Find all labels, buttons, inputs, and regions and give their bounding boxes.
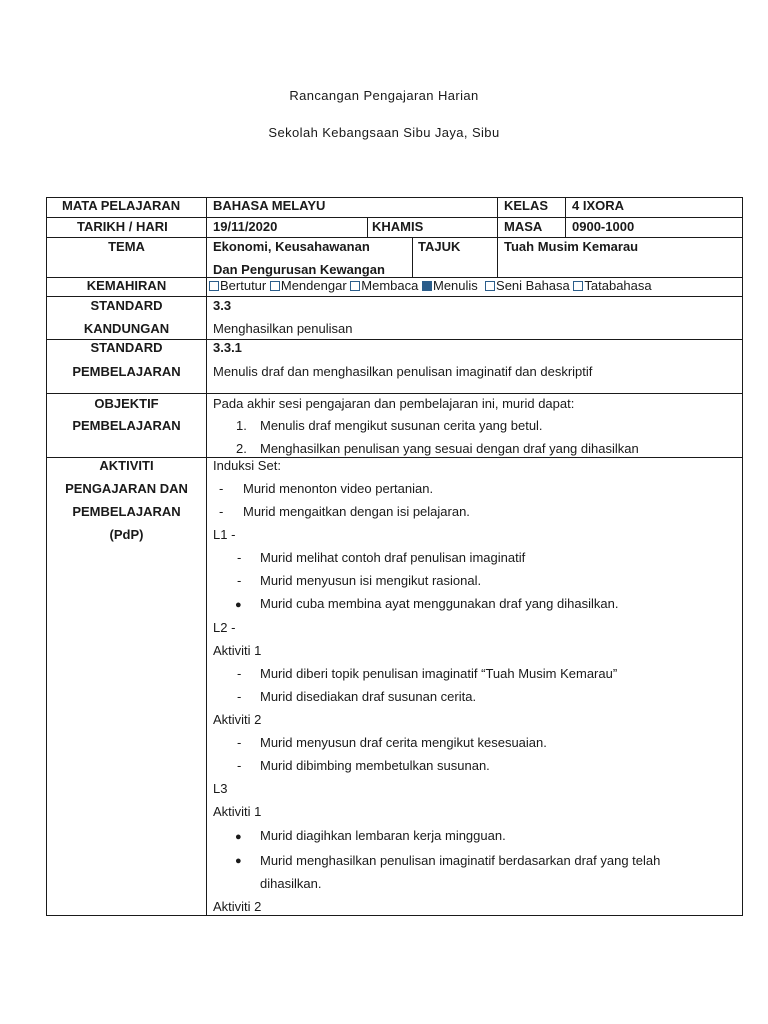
bullet-icon: ●	[235, 855, 242, 867]
activity-item: Murid mengaitkan dengan isi pelajaran.	[243, 504, 470, 519]
dash-marker: -	[237, 689, 242, 704]
label-theme: TEMA	[108, 239, 145, 254]
dash-marker: -	[237, 666, 242, 681]
checkbox-icon	[573, 281, 583, 291]
objective-item: Menulis draf mengikut susunan cerita yang betul.	[260, 418, 543, 433]
bullet-icon: ●	[235, 831, 242, 843]
label-subject: MATA PELAJARAN	[62, 198, 181, 213]
dash-marker: -	[237, 573, 242, 588]
skill-membaca[interactable]: Membaca	[350, 278, 418, 293]
activity-item: Murid cuba membina ayat menggunakan draf yang dihasilkan.	[260, 596, 619, 611]
activity-item: Murid menyusun isi mengikut rasional.	[260, 573, 482, 588]
std-learning-text: Menulis draf dan menghasilkan penulisan imaginatif dan deskriptif	[213, 364, 593, 379]
activity-item: Murid diberi topik penulisan imaginatif “Tuah Musim Kemarau”	[260, 666, 618, 681]
activity-item: Murid diagihkan lembaran kerja mingguan.	[260, 828, 506, 843]
std-learning-code: 3.3.1	[213, 340, 242, 355]
label-std-content-1: STANDARD	[90, 298, 163, 313]
label-date-day: TARIKH / HARI	[77, 219, 168, 234]
activity-item: Murid disediakan draf susunan cerita.	[260, 689, 477, 704]
label-std-learning-1: STANDARD	[90, 340, 163, 355]
activity-heading: Aktiviti 1	[213, 643, 262, 658]
value-time: 0900-1000	[572, 219, 635, 234]
document-title: Rancangan Pengajaran Harian	[289, 88, 479, 103]
label-objective-2: PEMBELAJARAN	[72, 418, 181, 433]
checkbox-checked-icon	[422, 281, 432, 291]
dash-marker: -	[219, 481, 224, 496]
skills-checkbox-group	[209, 278, 652, 294]
checkbox-icon	[350, 281, 360, 291]
value-topic: Tuah Musim Kemarau	[504, 239, 639, 254]
dash-marker: -	[219, 504, 224, 519]
checkbox-icon	[270, 281, 280, 291]
objective-item: Menghasilkan penulisan yang sesuai dengan draf yang dihasilkan	[260, 441, 639, 456]
std-content-text: Menghasilkan penulisan	[213, 321, 353, 336]
skill-mendengar[interactable]: Mendengar	[270, 278, 347, 293]
activity-item: Murid menyusun draf cerita mengikut kesesuaian.	[260, 735, 547, 750]
activity-heading: Aktiviti 1	[213, 804, 262, 819]
level-l2-heading: L2 -	[213, 620, 236, 635]
objective-number: 1.	[236, 418, 247, 433]
activity-item: Murid menghasilkan penulisan imaginatif berdasarkan draf yang telah	[260, 853, 661, 868]
label-skills: KEMAHIRAN	[86, 278, 167, 293]
activity-item: Murid melihat contoh draf penulisan imaginatif	[260, 550, 526, 565]
school-name: Sekolah Kebangsaan Sibu Jaya, Sibu	[268, 125, 500, 140]
label-std-learning-2: PEMBELAJARAN	[72, 364, 181, 379]
objective-number: 2.	[236, 441, 247, 456]
level-l3-heading: L3	[213, 781, 228, 796]
label-time: MASA	[504, 219, 543, 234]
objective-intro: Pada akhir sesi pengajaran dan pembelajaran ini, murid dapat:	[213, 396, 575, 411]
activity-heading: Aktiviti 2	[213, 712, 262, 727]
label-class: KELAS	[504, 198, 549, 213]
induction-heading: Induksi Set:	[213, 458, 281, 473]
activity-item: Murid dibimbing membetulkan susunan.	[260, 758, 490, 773]
value-theme-line2: Dan Pengurusan Kewangan	[213, 262, 385, 277]
activity-heading: Aktiviti 2	[213, 899, 262, 914]
value-day: KHAMIS	[372, 219, 424, 234]
label-activity-3: PEMBELAJARAN	[72, 504, 181, 519]
label-std-content-2: KANDUNGAN	[83, 321, 170, 336]
value-class: 4 IXORA	[572, 198, 625, 213]
dash-marker: -	[237, 735, 242, 750]
label-objective-1: OBJEKTIF	[94, 396, 159, 411]
skill-seni-bahasa[interactable]: Seni Bahasa	[481, 278, 569, 293]
bullet-icon: ●	[235, 599, 242, 611]
skill-tatabahasa[interactable]: Tatabahasa	[573, 278, 651, 293]
dash-marker: -	[237, 758, 242, 773]
label-activity-1: AKTIVITI	[99, 458, 154, 473]
checkbox-icon	[485, 281, 495, 291]
value-theme-line1: Ekonomi, Keusahawanan	[213, 239, 370, 254]
label-activity-4: (PdP)	[109, 527, 144, 542]
dash-marker: -	[237, 550, 242, 565]
activity-item-continued: dihasilkan.	[260, 876, 322, 891]
std-content-code: 3.3	[213, 298, 232, 313]
activity-item: Murid menonton video pertanian.	[243, 481, 434, 496]
label-topic: TAJUK	[418, 239, 461, 254]
skill-menulis[interactable]: Menulis	[422, 278, 478, 293]
skill-bertutur[interactable]: Bertutur	[209, 278, 266, 293]
label-activity-2: PENGAJARAN DAN	[65, 481, 188, 496]
checkbox-icon	[209, 281, 219, 291]
level-l1-heading: L1 -	[213, 527, 236, 542]
value-date: 19/11/2020	[213, 219, 278, 234]
value-subject: BAHASA MELAYU	[213, 198, 326, 213]
